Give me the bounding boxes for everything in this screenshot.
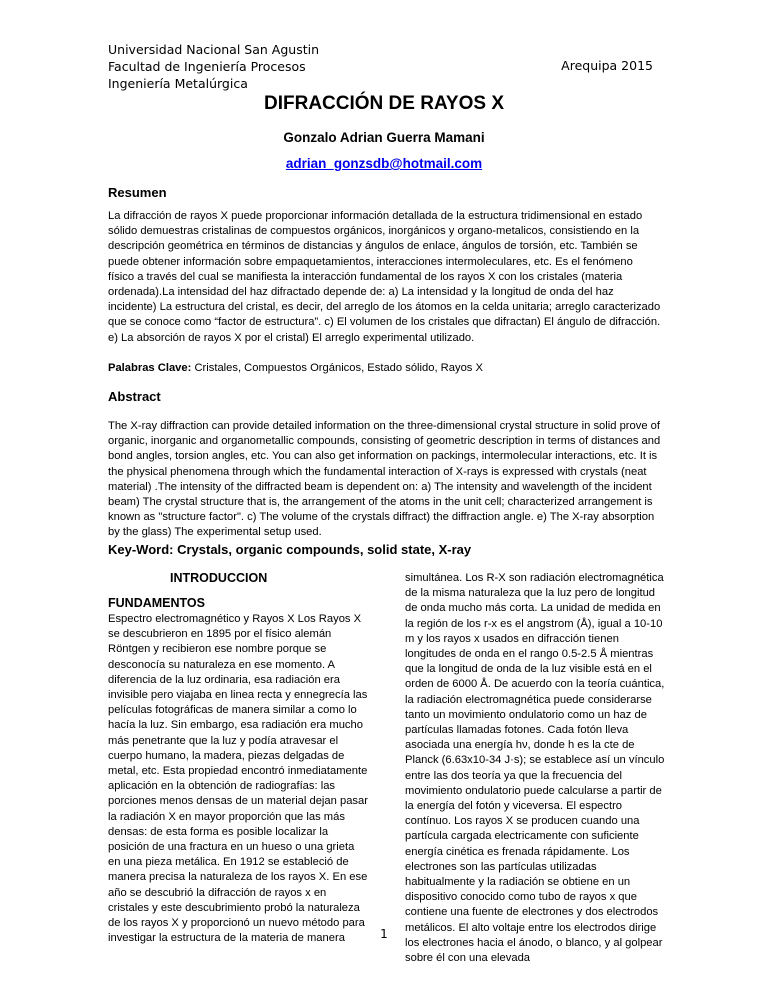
paper-title: DIFRACCIÓN DE RAYOS X <box>264 93 504 114</box>
keywords-english: Key-Word: Crystals, organic compounds, solid state, X-ray <box>108 542 472 557</box>
faculty-name: Facultad de Ingeniería Procesos <box>108 59 306 74</box>
page-number: 1 <box>380 927 388 941</box>
institution-header <box>108 41 319 92</box>
email-link[interactable]: adrian_gonzsdb@hotmail.com <box>285 156 483 171</box>
abstract-heading: Abstract <box>108 389 161 404</box>
palabras-clave <box>108 362 668 374</box>
university-name: Universidad Nacional San Agustin <box>108 42 319 57</box>
fundamentos-heading: FUNDAMENTOS <box>108 596 205 610</box>
author-name: Gonzalo Adrian Guerra Mamani <box>283 130 485 145</box>
right-column-text: simultánea. Los R-X son radiación electromagnética de la misma naturaleza que la luz pero de longitud de onda mucho más corta. La unidad de medida en la región de los r-x es el angstrom (Å), igual a 10-10 m y los rayos x usados en difracción tienen longitudes de onda en el rango 0.5-2.5 Å mientras que la longitud de onda de la luz visible está en el orden de 6000 Å. De acuerdo con la teoría cuántica, la radiación electromagnética puede considerarse tanto un movimiento ondulatorio como un haz de partículas llamadas fotones. Cada fotón lleva asociada una energía hν, donde h es la cte de Planck (6.63x10-34 J·s); se establece así un vínculo entre las dos teoría ya que la frecuencia del movimiento ondulatorio puede calcularse a partir de la energía del fotón y viceversa. El espectro contínuo. Los rayos X se producen cuando una partícula cargada electricamente con suficiente energía cinética es frenada rápidamente. Los electrones son las partículas utilizadas habitualmente y la radiación se obtiene en un dispositivo conocido como tubo de rayos x que contiene una fuente de electrones y dos electrodos metálicos. El alto voltaje entre los electrodos dirige los electrones hacia el ánodo, o blanco, y al golpear sobre él con una elevada <box>405 572 665 965</box>
resumen-text: La difracción de rayos X puede proporcionar información detallada de la estructura tridimensional en estado sólido demuestras cristalinas de compuestos orgánicos, inorgánicos y organo-metalicos, consistiendo en la descripción geométrica en términos de distancias y ángulos de enlace, ángulos de torsión, etc. También se puede obtener información sobre empaquetamientos, interacciones intermoleculares, etc. Es el fenómeno físico a través del cual se manifiesta la interacción fundamental de los rayos X con los cristales (materia ordenada).La intensidad del haz difractado depende de: a) La intensidad y la longitud de onda del haz incidente) La estructura del cristal, es decir, del arreglo de los átomos en la celda unitaria; arreglo caracterizado que se conoce como “factor de estructura”. c) El volumen de los cristales que difractan) El ángulo de difracción. e) La absorción de rayos X por el cristal) El arreglo experimental utilizado. <box>108 210 661 344</box>
resumen-heading: Resumen <box>108 185 167 200</box>
author-email <box>0 156 768 171</box>
intro-heading: INTRODUCCION <box>170 571 268 585</box>
left-column-text: Espectro electromagnético y Rayos X Los Rayos X se descubrieron en 1895 por el físico alemán Röntgen y recibieron ese nombre porque se desconocía su naturaleza en ese momento. A diferencia de la luz ordinaria, esa radiación era invisible pero viajaba en linea recta y ennegrecía las películas fotográficas de manera similar a como lo hacía la luz. Sin embargo, esa radiación era mucho más penetrante que la luz y podía atravesar el cuerpo humano, la madera, piezas delgadas de metal, etc. Esta propiedad encontró inmediatamente aplicación en la obtención de radiografías: las porciones menos densas de un material dejan pasar la radiación X en mayor proporción que las más densas: de esta forma es posible localizar la posición de una fractura en un hueso o una grieta en una pieza metálica. En 1912 se estableció de manera precisa la naturaleza de los rayos X. En ese año se descubrió la difracción de rayos x en cristales y este descubrimiento probó la naturaleza de los rayos X y proporcionó un nuevo método para investigar la estructura de la materia de manera <box>108 613 368 945</box>
palabras-clave-text: Cristales, Compuestos Orgánicos, Estado sólido, Rayos X <box>191 362 483 374</box>
abstract-text: The X-ray diffraction can provide detailed information on the three-dimensional crystal structure in solid prove of organic, inorganic and organometallic compounds, consisting of geometric description in terms of distances and bond angles, torsion angles, etc. You can also get information on packings, intermolecular interactions, etc. It is the physical phenomena through which the fundamental interaction of X-rays is expressed with crystals (neat material) .The intensity of the diffracted beam is dependent on: a) The intensity and wavelength of the incident beam) The crystal structure that is, the arrangement of the atoms in the unit cell; characterized arrangement is known as "structure factor". c) The volume of the crystals diffract) the diffraction angle. e) The X-ray absorption by the glass) The experimental setup used. <box>108 420 661 539</box>
place-year: Arequipa 2015 <box>561 58 653 73</box>
department-name: Ingeniería Metalúrgica <box>108 76 248 91</box>
palabras-clave-label: Palabras Clave: <box>108 362 192 374</box>
